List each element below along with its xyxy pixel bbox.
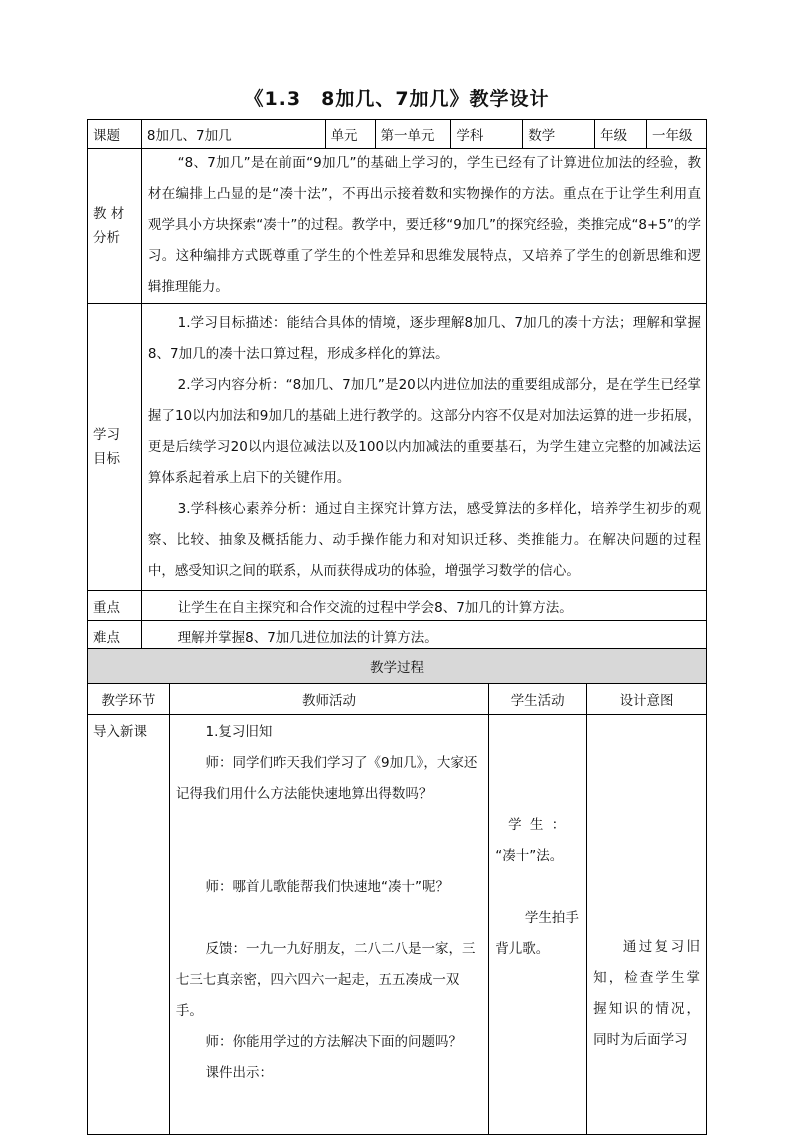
- difficulty-row: [88, 621, 707, 651]
- teacher-line: 反馈：一九一九好朋友，二八二八是一家，三七三七真亲密，四六四六一起走，五五凑成一双手。: [175, 941, 476, 1019]
- column-student: 学生活动: [489, 684, 587, 715]
- teacher-line: 1.复习旧知: [205, 724, 273, 740]
- goals-text: [141, 304, 706, 591]
- goals-label: 学习 目标: [88, 304, 142, 591]
- subject-value: 数学: [523, 120, 595, 149]
- difficulty-label: 难点: [88, 621, 142, 651]
- process-table: [87, 648, 707, 1135]
- unit-label: 单元: [325, 120, 375, 149]
- column-stage: 教学环节: [88, 684, 170, 715]
- goals-row: [88, 304, 707, 591]
- process-header-row: [88, 649, 707, 684]
- student-line: 学 生 ：: [508, 817, 568, 833]
- student-line: 学生拍手背儿歌。: [495, 910, 579, 957]
- teacher-line: 师：哪首儿歌能帮我们快速地“凑十”呢？: [205, 879, 450, 895]
- column-teacher: 教师活动: [169, 684, 488, 715]
- teacher-line: 师：你能用学过的方法解决下面的问题吗？: [205, 1034, 463, 1050]
- info-row: [88, 120, 707, 149]
- intent-cell: [587, 715, 707, 1135]
- analysis-row: [88, 149, 707, 304]
- process-row: [88, 715, 707, 1135]
- teacher-line: 师：同学们昨天我们学习了《9加几》，大家还记得我们用什么方法能快速地算出得数吗？: [175, 755, 478, 802]
- course-label: 课题: [88, 120, 142, 149]
- grade-value: 一年级: [647, 120, 707, 149]
- key-point-row: [88, 591, 707, 621]
- difficulty-text: 理解并掌握8、7加几进位加法的计算方法。: [141, 621, 706, 651]
- subject-label: 学科: [451, 120, 523, 149]
- goal-paragraph-1: 1.学习目标描述：能结合具体的情境，逐步理解8加几、7加几的凑十方法；理解和掌握8、7加几的凑十法口算过程，形成多样化的算法。: [147, 315, 701, 362]
- key-point-label: 重点: [88, 591, 142, 621]
- process-header: 教学过程: [88, 649, 707, 684]
- goal-paragraph-2: 2.学习内容分析：“8加几、7加几”是20以内进位加法的重要组成部分，是在学生已经掌握了10以内加法和9加几的基础上进行教学的。这部分内容不仅是对加法运算的进一步拓展，更是后续学习20以内退位减法以及100以内加减法的重要基石，为学生建立完整的加减法运算体系起着承上启下的关键作用。: [147, 377, 701, 486]
- teacher-line: 课件出示：: [205, 1065, 274, 1081]
- course-value: 8加几、7加几: [141, 120, 325, 149]
- grade-label: 年级: [595, 120, 647, 149]
- info-table: [87, 119, 707, 651]
- key-point-text: 让学生在自主探究和合作交流的过程中学会8、7加几的计算方法。: [141, 591, 706, 621]
- teacher-cell: [169, 715, 488, 1135]
- unit-value: 第一单元: [375, 120, 451, 149]
- analysis-text: “8、7加几”是在前面“9加几”的基础上学习的，学生已经有了计算进位加法的经验，教材在编排上凸显的是“凑十法”，不再出示接着数和实物操作的方法。重点在于让学生利用直观学具小方块探索“凑十”的过程。教学中，要迁移“9加几”的探究经验，类推完成“8+5”的学习。这种编排方式既尊重了学生的个性差异和思维发展特点，又培养了学生的创新思维和逻辑推理能力。: [141, 149, 706, 304]
- process-columns-row: [88, 684, 707, 715]
- column-intent: 设计意图: [587, 684, 707, 715]
- intent-text: 通过复习旧知，检查学生掌握知识的情况，同时为后面学习: [593, 939, 700, 1048]
- stage-cell: 导入新课: [88, 715, 170, 1135]
- analysis-label: 教 材 分析: [88, 149, 142, 304]
- student-cell: [489, 715, 587, 1135]
- page-title: 《1.3 8加几、7加几》教学设计: [244, 88, 550, 110]
- student-line: “凑十”法。: [495, 848, 564, 864]
- goal-paragraph-3: 3.学科核心素养分析：通过自主探究计算方法，感受算法的多样化，培养学生初步的观察、比较、抽象及概括能力、动手操作能力和对知识迁移、类推能力。在解决问题的过程中，感受知识之间的联系，从而获得成功的体验，增强学习数学的信心。: [147, 501, 701, 579]
